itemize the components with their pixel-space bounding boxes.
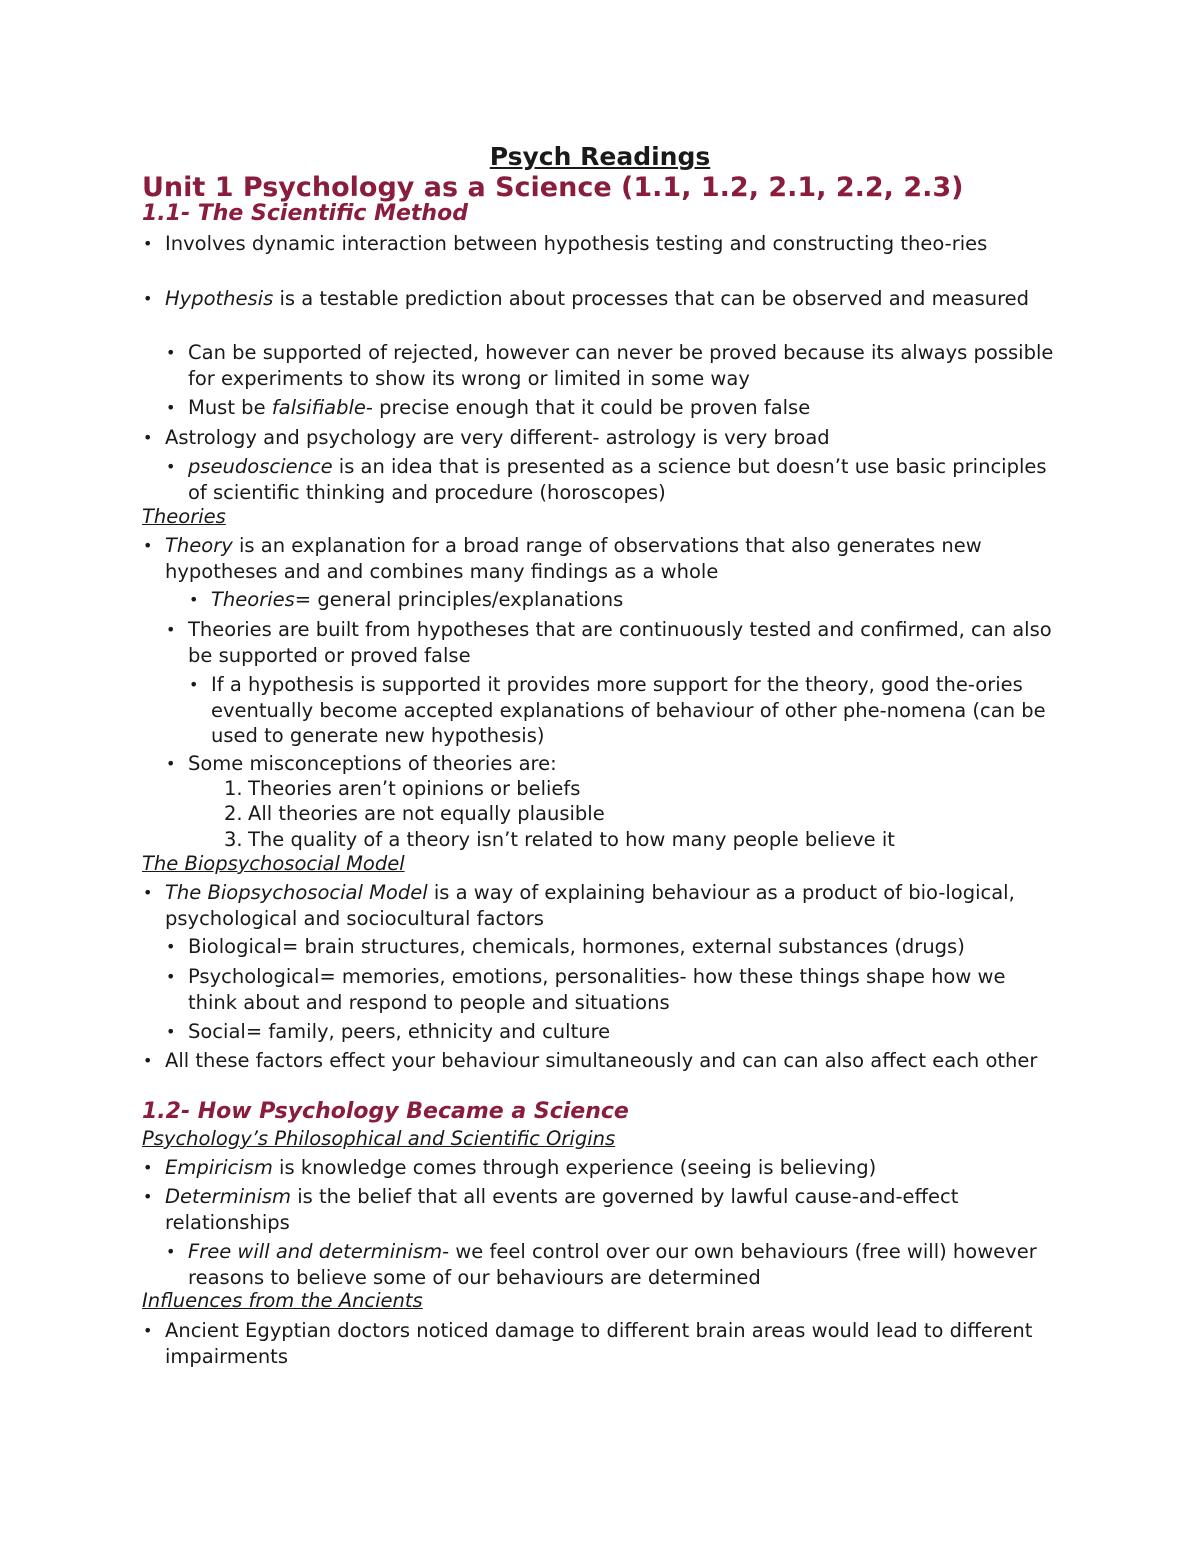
bullet-item: • The Biopsychosocial Model is a way of explaining behaviour as a product of bio-logical, psychological and sociocultural factors xyxy=(143,881,1015,930)
bullet-item: • Ancient Egyptian doctors noticed damage to different brain areas would lead to different impairments xyxy=(143,1319,1033,1368)
subheading-biopsychosocial: The Biopsychosocial Model xyxy=(142,852,405,875)
bullet-item: • Some misconceptions of theories are: xyxy=(166,752,557,775)
bullet-item: • Hypothesis is a testable prediction about processes that can be observed and measured xyxy=(143,287,1030,310)
bullet-item: • Involves dynamic interaction between hypothesis testing and constructing theo-ries xyxy=(143,232,988,255)
unit-heading: Unit 1 Psychology as a Science (1.1, 1.2, 2.1, 2.2, 2.3) xyxy=(142,172,964,203)
numbered-item: 1. Theories aren’t opinions or beliefs xyxy=(224,777,581,800)
bullet-item: • Psychological= memories, emotions, personalities- how these things shape how we think about and respond to people and situations xyxy=(166,965,1006,1014)
section-heading-1-2: 1.2- How Psychology Became a Science xyxy=(142,1099,629,1124)
bullet-item: • All these factors effect your behaviour simultaneously and can can also affect each other xyxy=(143,1049,1038,1072)
section-heading-1-1: 1.1- The Scientific Method xyxy=(142,201,468,226)
bullet-icon: • xyxy=(143,1051,153,1070)
bullet-item: • Astrology and psychology are very different- astrology is very broad xyxy=(143,426,830,449)
document-title: Psych Readings xyxy=(489,142,711,171)
bullet-item: • If a hypothesis is supported it provides more support for the theory, good the-ories eventually become accepted explanations of behaviour of other phe-nomena (can be used to generate new hypothesis) xyxy=(189,673,1046,747)
bullet-icon: • xyxy=(143,883,153,902)
bullet-item: • Free will and determinism- we feel control over our own behaviours (free will) however reasons to believe some of our behaviours are determined xyxy=(166,1240,1037,1289)
numbered-item: 2. All theories are not equally plausible xyxy=(224,802,605,825)
bullet-icon: • xyxy=(143,428,153,447)
bullet-item: • Social= family, peers, ethnicity and culture xyxy=(166,1020,611,1043)
bullet-icon: • xyxy=(143,289,153,308)
bullet-icon: • xyxy=(166,1022,176,1041)
bullet-icon: • xyxy=(166,754,176,773)
bullet-icon: • xyxy=(166,620,176,639)
bullet-icon: • xyxy=(166,343,176,362)
bullet-item: • Determinism is the belief that all events are governed by lawful cause-and-effect relationships xyxy=(143,1185,959,1234)
bullet-item: • Can be supported of rejected, however can never be proved because its always possible for experiments to show its wrong or limited in some way xyxy=(166,341,1054,390)
bullet-icon: • xyxy=(143,1321,153,1340)
subheading-ancients: Influences from the Ancients xyxy=(142,1289,423,1312)
bullet-item: • Theory is an explanation for a broad range of observations that also generates new hypotheses and and combines many findings as a whole xyxy=(143,534,982,583)
bullet-icon: • xyxy=(166,937,176,956)
bullet-icon: • xyxy=(166,457,176,476)
numbered-item: 3. The quality of a theory isn’t related to how many people believe it xyxy=(224,828,895,851)
bullet-icon: • xyxy=(189,590,199,609)
subheading-theories: Theories xyxy=(142,505,226,528)
bullet-item: • Biological= brain structures, chemicals, hormones, external substances (drugs) xyxy=(166,935,965,958)
bullet-item: • Theories are built from hypotheses that are continuously tested and confirmed, can also be supported or proved false xyxy=(166,618,1052,667)
bullet-icon: • xyxy=(143,234,153,253)
subheading-origins: Psychology’s Philosophical and Scientific Origins xyxy=(142,1127,616,1150)
bullet-item: • Empiricism is knowledge comes through experience (seeing is believing) xyxy=(143,1156,877,1179)
bullet-icon: • xyxy=(143,536,153,555)
bullet-icon: • xyxy=(143,1187,153,1206)
bullet-icon: • xyxy=(143,1158,153,1177)
bullet-icon: • xyxy=(189,675,199,694)
bullet-item: • Theories= general principles/explanations xyxy=(189,588,624,611)
bullet-icon: • xyxy=(166,967,176,986)
bullet-icon: • xyxy=(166,398,176,417)
bullet-item: • Must be falsifiable- precise enough that it could be proven false xyxy=(166,396,811,419)
bullet-item: • pseudoscience is an idea that is presented as a science but doesn’t use basic principles of scientific thinking and procedure (horoscopes) xyxy=(166,455,1047,504)
bullet-icon: • xyxy=(166,1242,176,1261)
